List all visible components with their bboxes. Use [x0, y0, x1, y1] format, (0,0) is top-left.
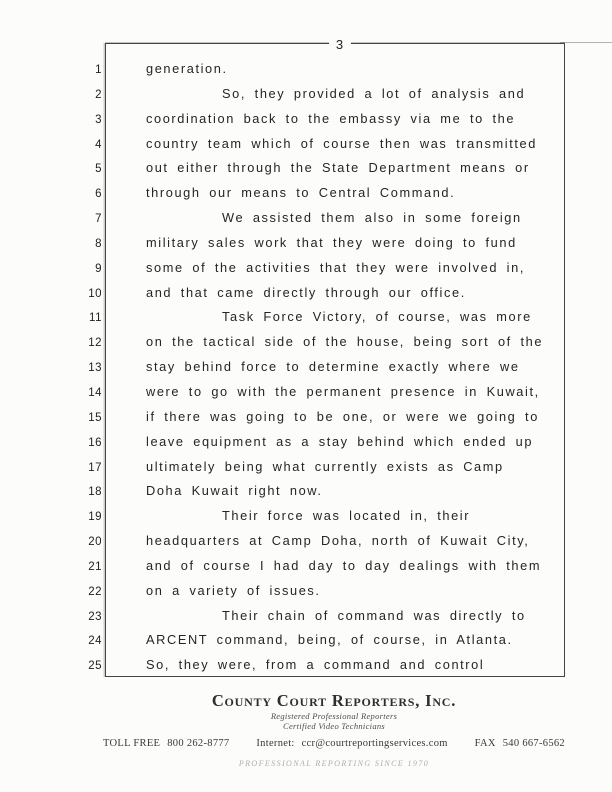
transcript-line — [64, 111, 564, 136]
line-text: through our means to Central Command. — [146, 185, 456, 201]
transcript-line — [64, 285, 564, 310]
line-text: if there was going to be one, or were we going to — [146, 408, 539, 424]
line-text: Task Force Victory, of course, was more — [222, 309, 532, 325]
transcript-line — [64, 434, 564, 459]
line-number: 14 — [88, 386, 102, 399]
line-text: country team which of course then was transmitted — [146, 135, 537, 151]
line-text: and that came directly through our office. — [146, 284, 466, 300]
transcript-line — [64, 160, 564, 185]
line-number: 6 — [95, 188, 102, 201]
line-text: some of the activities that they were involved in, — [146, 259, 526, 275]
line-text: coordination back to the embassy via me to the — [146, 110, 516, 126]
line-text: ARCENT command, being, of course, in Atlanta. — [146, 632, 513, 648]
line-number: 3 — [95, 113, 102, 126]
transcript-line — [64, 608, 564, 633]
line-text: on a variety of issues. — [146, 582, 321, 598]
internet-label: Internet: — [256, 738, 295, 749]
transcript-line — [64, 260, 564, 285]
line-number: 2 — [95, 88, 102, 101]
line-number: 1 — [95, 64, 102, 76]
transcript-line — [64, 483, 564, 508]
transcript-line — [64, 533, 564, 558]
line-text: Doha Kuwait right now. — [146, 483, 323, 499]
line-text: and of course I had day to day dealings with them — [146, 557, 542, 573]
line-text: So, they provided a lot of analysis and — [222, 85, 526, 101]
line-number: 17 — [88, 461, 102, 474]
transcript-line — [64, 309, 564, 334]
line-text: generation. — [146, 61, 228, 76]
transcript-line — [64, 185, 564, 210]
line-number: 9 — [95, 262, 102, 275]
toll-free-group — [103, 738, 229, 749]
line-number: 7 — [95, 213, 102, 226]
line-text: We assisted them also in some foreign — [222, 210, 522, 226]
internet-email: ccr@courtreportingservices.com — [301, 738, 448, 749]
line-number: 24 — [88, 635, 102, 648]
line-number: 15 — [88, 411, 102, 424]
transcript-line — [64, 61, 564, 86]
line-number: 20 — [88, 536, 102, 549]
transcript-line — [64, 558, 564, 583]
transcript-line — [64, 409, 564, 434]
toll-free-number: 800 262-8777 — [167, 738, 230, 749]
line-text: Their chain of command was directly to — [222, 607, 526, 623]
transcript-line — [64, 86, 564, 111]
contact-line — [103, 738, 565, 749]
transcript-line — [64, 459, 564, 484]
line-text: were to go with the permanent presence in Kuwait, — [146, 383, 540, 399]
line-text: So, they were, from a command and control — [146, 657, 485, 673]
line-number: 18 — [88, 486, 102, 499]
line-text: military sales work that they were doing to fund — [146, 234, 517, 250]
line-number: 25 — [88, 660, 102, 673]
toll-free-label: TOLL FREE — [103, 738, 161, 749]
line-text: leave equipment as a stay behind which ended up — [146, 433, 534, 449]
transcript-line — [64, 583, 564, 608]
transcript-line — [64, 384, 564, 409]
transcript-line — [64, 632, 564, 657]
line-text: stay behind force to determine exactly where we — [146, 359, 520, 375]
line-text: out either through the State Department means or — [146, 160, 530, 176]
line-text: Their force was located in, their — [222, 508, 471, 524]
fax-label: FAX — [474, 738, 496, 749]
transcript-line — [64, 508, 564, 533]
transcript-line — [64, 359, 564, 384]
transcript-line — [64, 136, 564, 161]
line-number: 12 — [88, 337, 102, 350]
line-text: on the tactical side of the house, being sort of the — [146, 334, 544, 350]
internet-group — [256, 738, 447, 749]
transcript-line — [64, 657, 564, 682]
line-number: 16 — [88, 436, 102, 449]
firm-tagline-video: Certified Video Technicians — [282, 721, 386, 731]
line-number: 22 — [88, 585, 102, 598]
fax-group — [475, 738, 565, 749]
line-number: 19 — [88, 511, 102, 524]
line-number: 4 — [95, 138, 102, 151]
line-text: ultimately being what currently exists as Camp — [146, 458, 504, 474]
transcript-lines — [64, 61, 564, 682]
faded-motto-line: PROFESSIONAL REPORTING SINCE 1970 — [238, 759, 430, 768]
line-number: 11 — [89, 312, 102, 325]
line-number: 5 — [95, 163, 102, 176]
firm-tagline-reporters: Registered Professional Reporters — [270, 711, 398, 721]
scan-artifact-line — [560, 42, 612, 43]
transcript-line — [64, 235, 564, 260]
firm-name: County Court Reporters, Inc. — [211, 691, 457, 710]
page-number — [105, 36, 563, 54]
line-number: 10 — [88, 287, 102, 300]
line-number: 13 — [88, 362, 102, 375]
line-text: headquarters at Camp Doha, north of Kuwait City, — [146, 533, 530, 549]
fax-number: 540 667-6562 — [502, 738, 565, 749]
transcript-line — [64, 210, 564, 235]
line-number: 23 — [88, 610, 102, 623]
line-number: 21 — [88, 560, 102, 573]
page-number-value: 3 — [329, 37, 351, 52]
line-number: 8 — [95, 237, 102, 250]
transcript-line — [64, 334, 564, 359]
